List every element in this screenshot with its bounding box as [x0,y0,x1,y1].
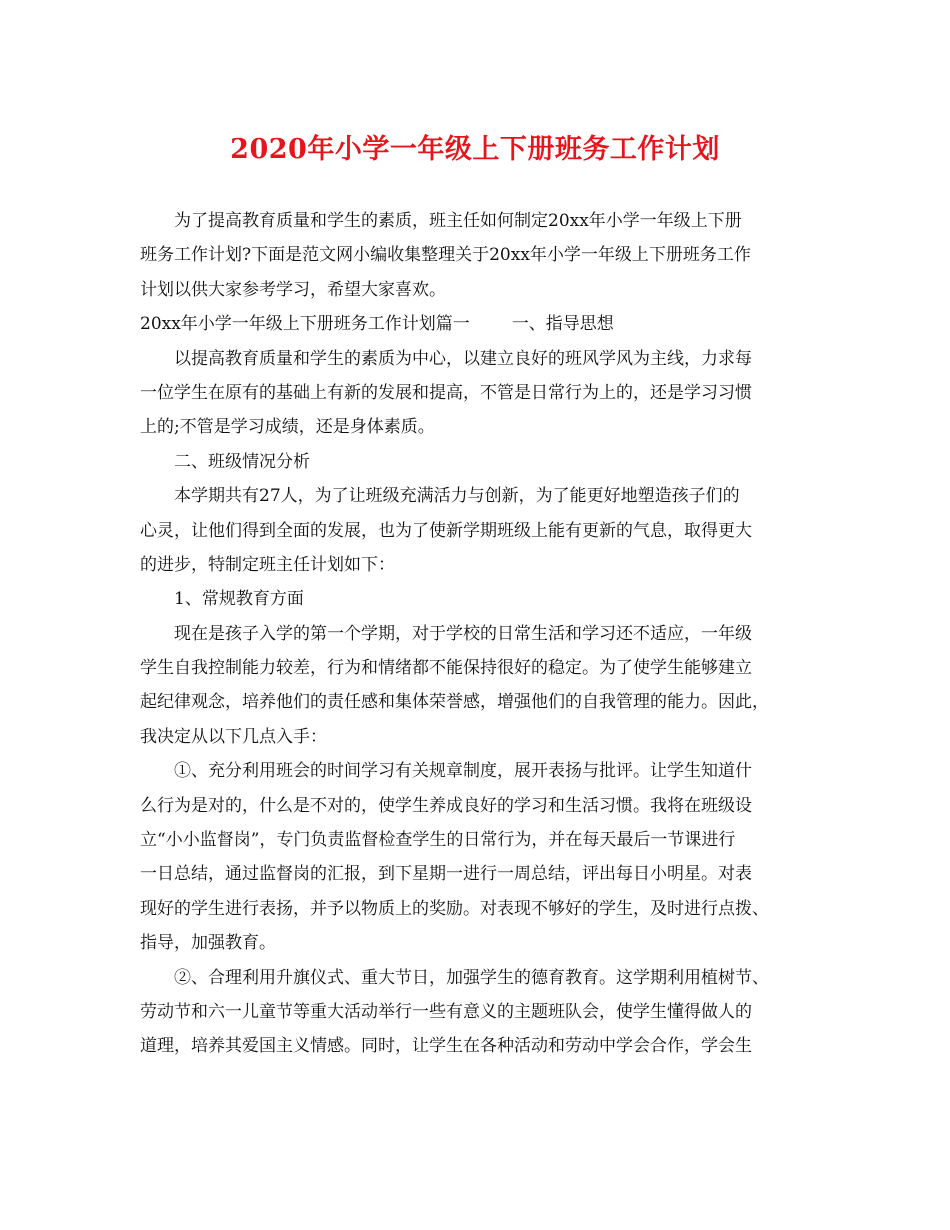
paragraph-line: 一日总结，通过监督岗的汇报，到下星期一进行一周总结，评出每日小明星。对表 [140,864,752,885]
paragraph-line: 么行为是对的，什么是不对的，使学生养成良好的学习和生活习惯。我将在班级设 [140,795,752,816]
paragraph-line: 起纪律观念，培养他们的责任感和集体荣誉感，增强他们的自我管理的能力。因此， [140,692,769,713]
paragraph-line: 立“小小监督岗”，专门负责监督检查学生的日常行为，并在每天最后一节课进行 [140,830,736,851]
paragraph-line: 班务工作计划?下面是范文网小编收集整理关于20xx年小学一年级上下册班务工作 [140,245,751,266]
paragraph-line: 现在是孩子入学的第一个学期，对于学校的日常生活和学习还不适应，一年级 [174,623,752,644]
paragraph-line: 本学期共有27人，为了让班级充满活力与创新，为了能更好地塑造孩子们的 [174,486,740,507]
paragraph-line: 心灵，让他们得到全面的发展，也为了使新学期班级上能有更新的气息，取得更大 [140,520,752,541]
paragraph-line: 劳动节和六一儿童节等重大活动举行一些有意义的主题班队会，使学生懂得做人的 [140,1001,752,1022]
paragraph-line: 现好的学生进行表扬，并予以物质上的奖励。对表现不够好的学生，及时进行点拨、 [140,898,769,919]
paragraph-line: 一位学生在原有的基础上有新的发展和提高，不管是日常行为上的，还是学习习惯 [140,382,752,403]
paragraph-line: 计划以供大家参考学习，希望大家喜欢。 [140,279,446,300]
paragraph-line: 的进步，特制定班主任计划如下： [140,554,395,575]
paragraph-line: 指导，加强教育。 [140,933,276,954]
paragraph-line: 我决定从以下几点入手： [140,726,327,747]
paragraph-line: 上的;不管是学习成绩，还是身体素质。 [140,417,435,438]
section-heading: 二、班级情况分析 [174,451,310,472]
paragraph-line: ②、合理利用升旗仪式、重大节日，加强学生的德育教育。这学期利用植树节、 [174,967,769,988]
paragraph-line: 为了提高教育质量和学生的素质，班主任如何制定20xx年小学一年级上下册 [174,211,742,231]
section-heading-line [140,307,830,341]
paragraph-line: ①、充分利用班会的时间学习有关规章制度，展开表扬与批评。让学生知道什 [174,761,752,782]
paragraph-line: 道理，培养其爱国主义情感。同时，让学生在各种活动和劳动中学会合作，学会生 [140,1036,752,1057]
paragraph-line: 学生自我控制能力较差，行为和情绪都不能保持很好的稳定。为了使学生能够建立 [140,658,752,679]
document-body [140,204,830,1064]
article-heading: 20xx年小学一年级上下册班务工作计划篇一 [140,314,470,335]
paragraph-line: 以提高教育质量和学生的素质为中心，以建立良好的班风学风为主线，力求每 [174,348,752,369]
section-heading: 1、常规教育方面 [174,589,304,610]
document-title: 2020年小学一年级上下册班务工作计划 [230,134,720,165]
section-heading: 一、指导思想 [511,314,614,335]
